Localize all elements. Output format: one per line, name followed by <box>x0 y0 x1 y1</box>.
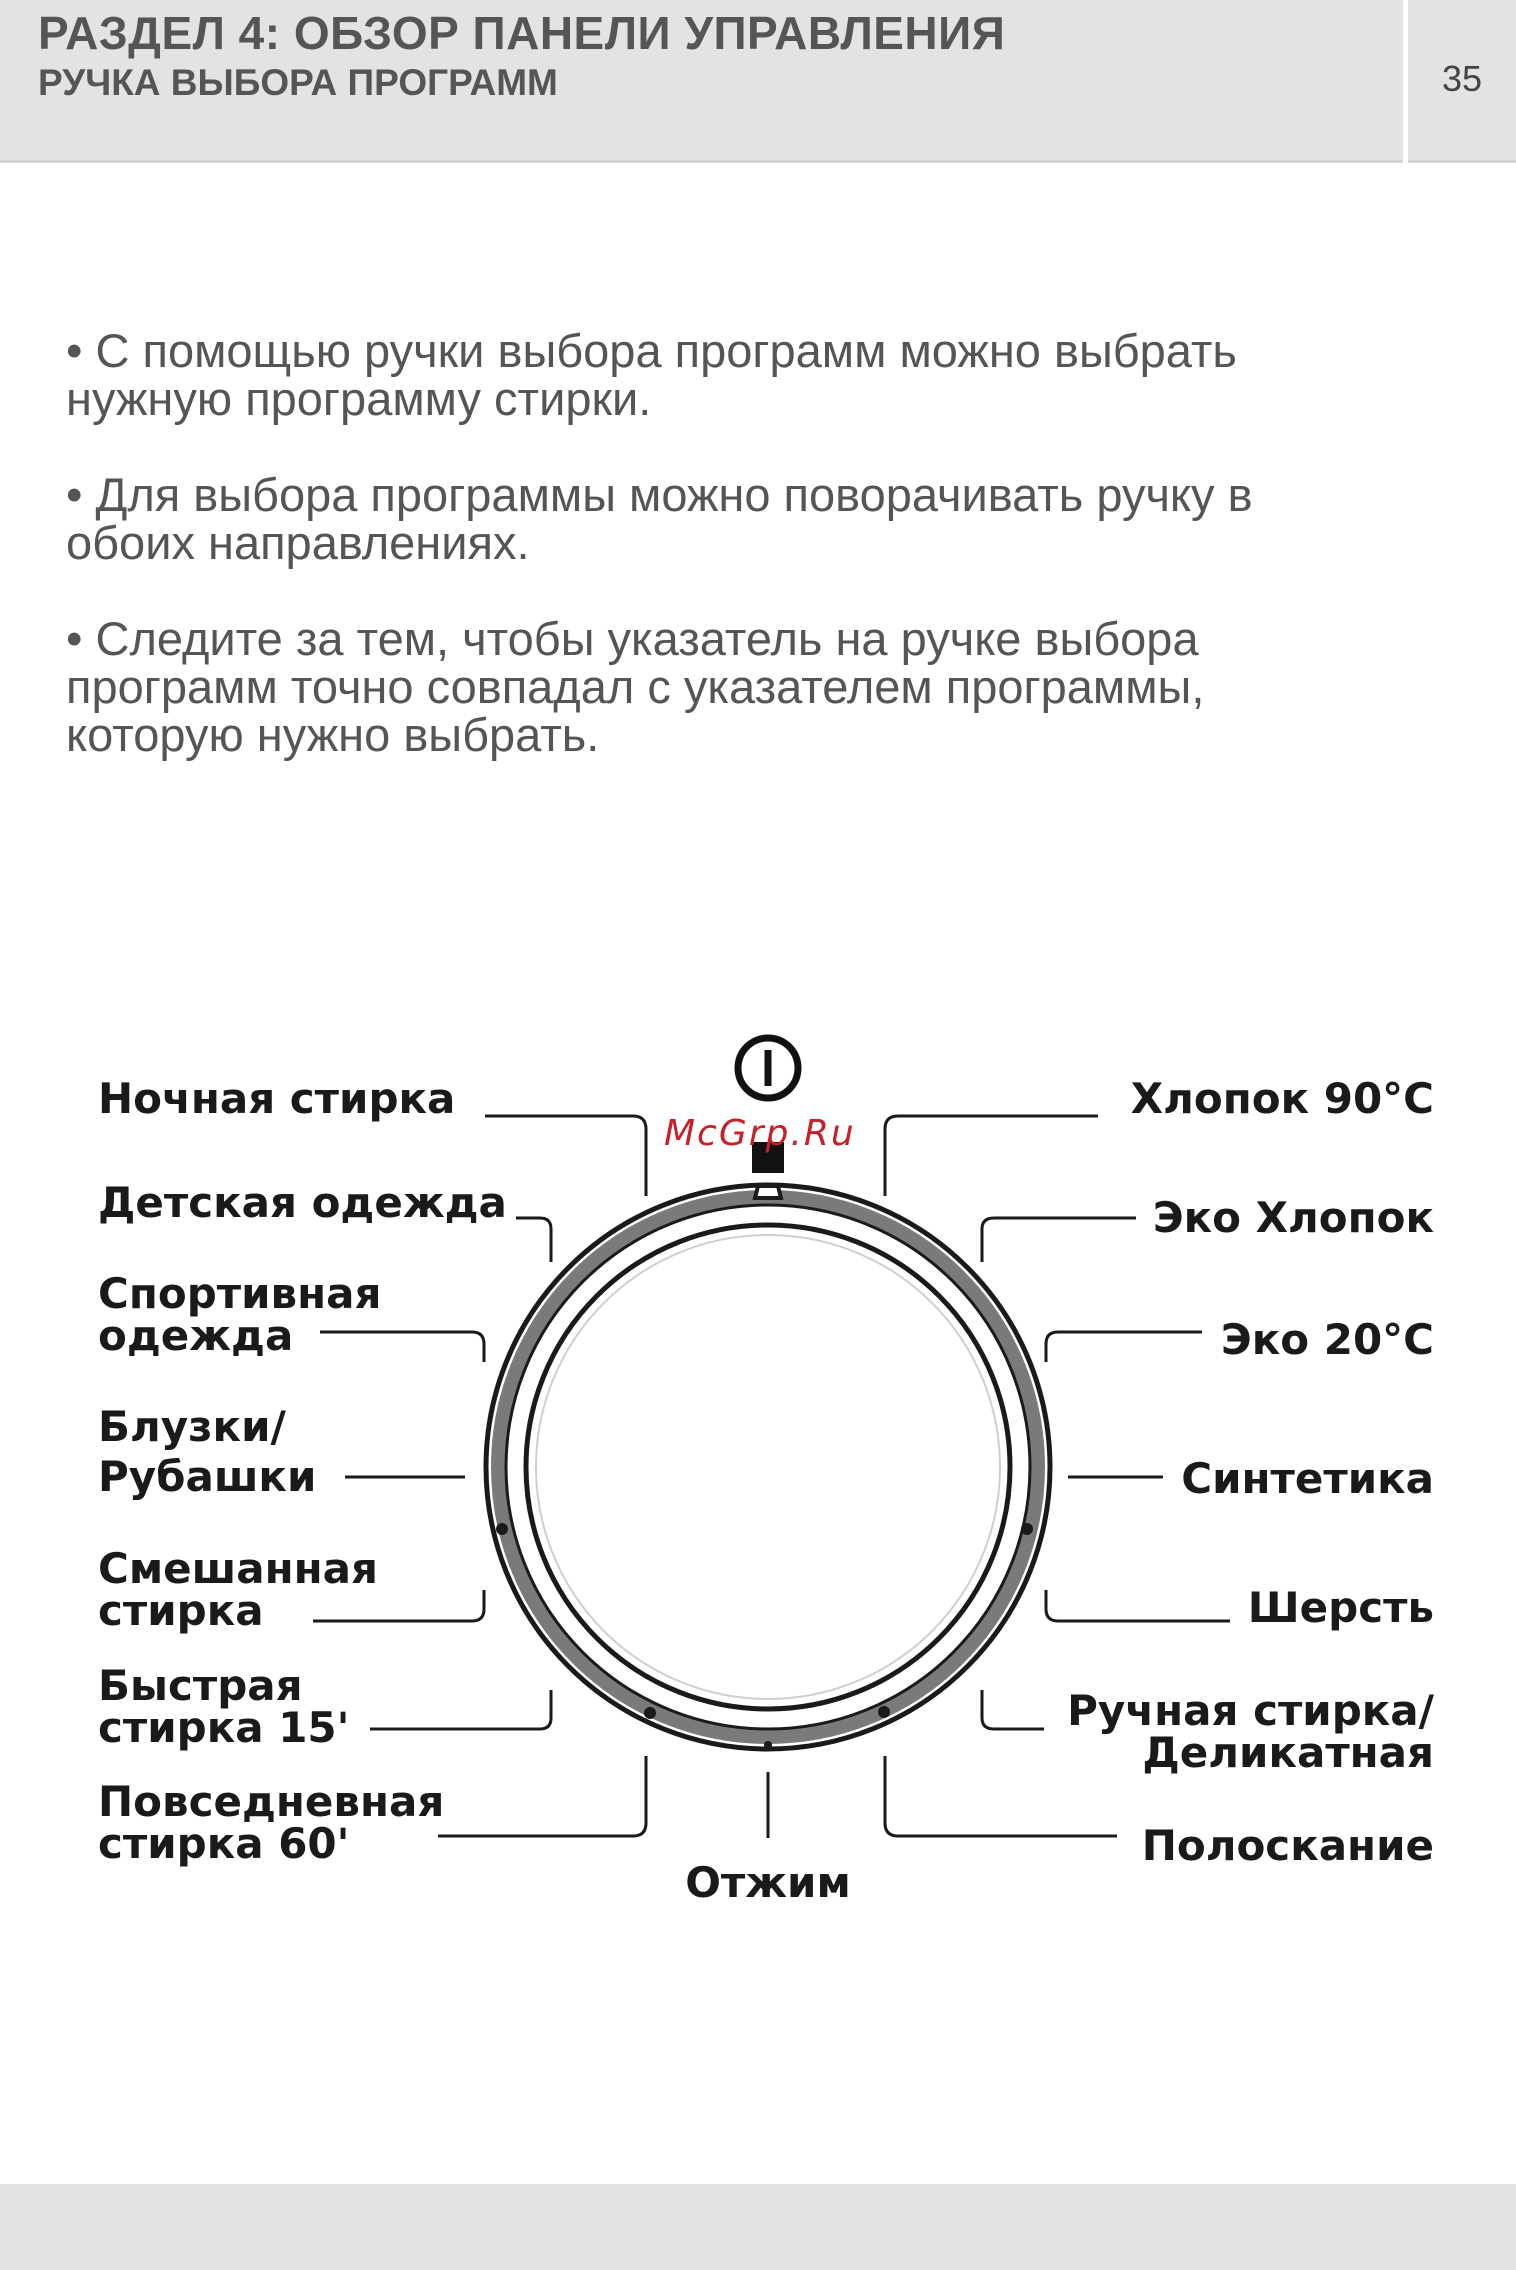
section-subtitle: РУЧКА ВЫБОРА ПРОГРАММ <box>38 62 558 103</box>
program-label-line: одежда <box>98 1311 294 1360</box>
program-knob <box>486 1185 1050 1749</box>
program-label-shirts <box>98 1402 317 1501</box>
program-label-synthetics <box>1034 1454 1434 1503</box>
program-label-spin: Отжим <box>685 1858 851 1907</box>
page-number: 35 <box>1441 58 1483 99</box>
paragraph-2-line-2: обоих направлениях. <box>66 516 530 569</box>
program-label-eco-cotton <box>1034 1193 1434 1242</box>
program-label-line: Хлопок 90°C <box>1130 1074 1434 1123</box>
program-label-line: Эко 20°C <box>1220 1315 1434 1364</box>
paragraph-3-line-3: которую нужно выбрать. <box>66 708 600 761</box>
watermark: McGrp.Ru <box>664 1113 856 1154</box>
program-label-wool <box>1034 1583 1434 1632</box>
paragraph-3-line-1: • Следите за тем, чтобы указатель на ручке выбора <box>66 612 1199 665</box>
section-title: РАЗДЕЛ 4: ОБЗОР ПАНЕЛИ УПРАВЛЕНИЯ <box>38 7 1006 59</box>
program-label-line: стирка 60' <box>98 1819 350 1868</box>
program-label-mixed <box>98 1544 378 1635</box>
program-label-line: Спортивная <box>98 1269 382 1318</box>
page-footer <box>0 2184 1516 2270</box>
paragraph-3-line-2: программ точно совпадал с указателем программы, <box>66 660 1205 713</box>
program-label-night-wash <box>98 1074 456 1123</box>
program-label-line: Повседневная <box>98 1777 445 1826</box>
program-label-line: Детская одежда <box>98 1178 507 1227</box>
program-label-line: Блузки/ <box>98 1402 286 1451</box>
program-label-daily-60 <box>98 1777 445 1868</box>
program-label-line: Рубашки <box>98 1452 317 1501</box>
program-label-line: Эко Хлопок <box>1152 1193 1434 1242</box>
paragraph-2-line-1: • Для выбора программы можно поворачивать ручку в <box>66 468 1253 521</box>
knob-pointer <box>755 1186 781 1198</box>
program-label-line: Деликатная <box>1142 1728 1434 1777</box>
program-label-line: Ночная стирка <box>98 1074 456 1123</box>
program-label-eco-20 <box>1034 1315 1434 1364</box>
program-label-line: Ручная стирка/ <box>1067 1686 1434 1735</box>
program-label-line: Полоскание <box>1141 1821 1434 1870</box>
program-label-line: Шерсть <box>1247 1583 1434 1632</box>
program-label-quick-15 <box>98 1661 350 1752</box>
program-label-line: Синтетика <box>1181 1454 1434 1503</box>
program-label-kids-clothes <box>98 1178 507 1227</box>
paragraph-1-line-2: нужную программу стирки. <box>66 372 652 425</box>
program-label-sportswear <box>98 1269 382 1360</box>
paragraph-1-line-1: • С помощью ручки выбора программ можно выбрать <box>66 324 1237 377</box>
program-label-hand-wash-delicate <box>954 1686 1434 1777</box>
program-label-line: Смешанная <box>98 1544 378 1593</box>
program-label-cotton-90 <box>1034 1074 1434 1123</box>
program-label-line: стирка 15' <box>98 1703 350 1752</box>
program-label-rinse <box>1034 1821 1434 1870</box>
program-label-line: Быстрая <box>98 1661 303 1710</box>
power-icon <box>738 1038 798 1098</box>
program-label-line: стирка <box>98 1586 264 1635</box>
